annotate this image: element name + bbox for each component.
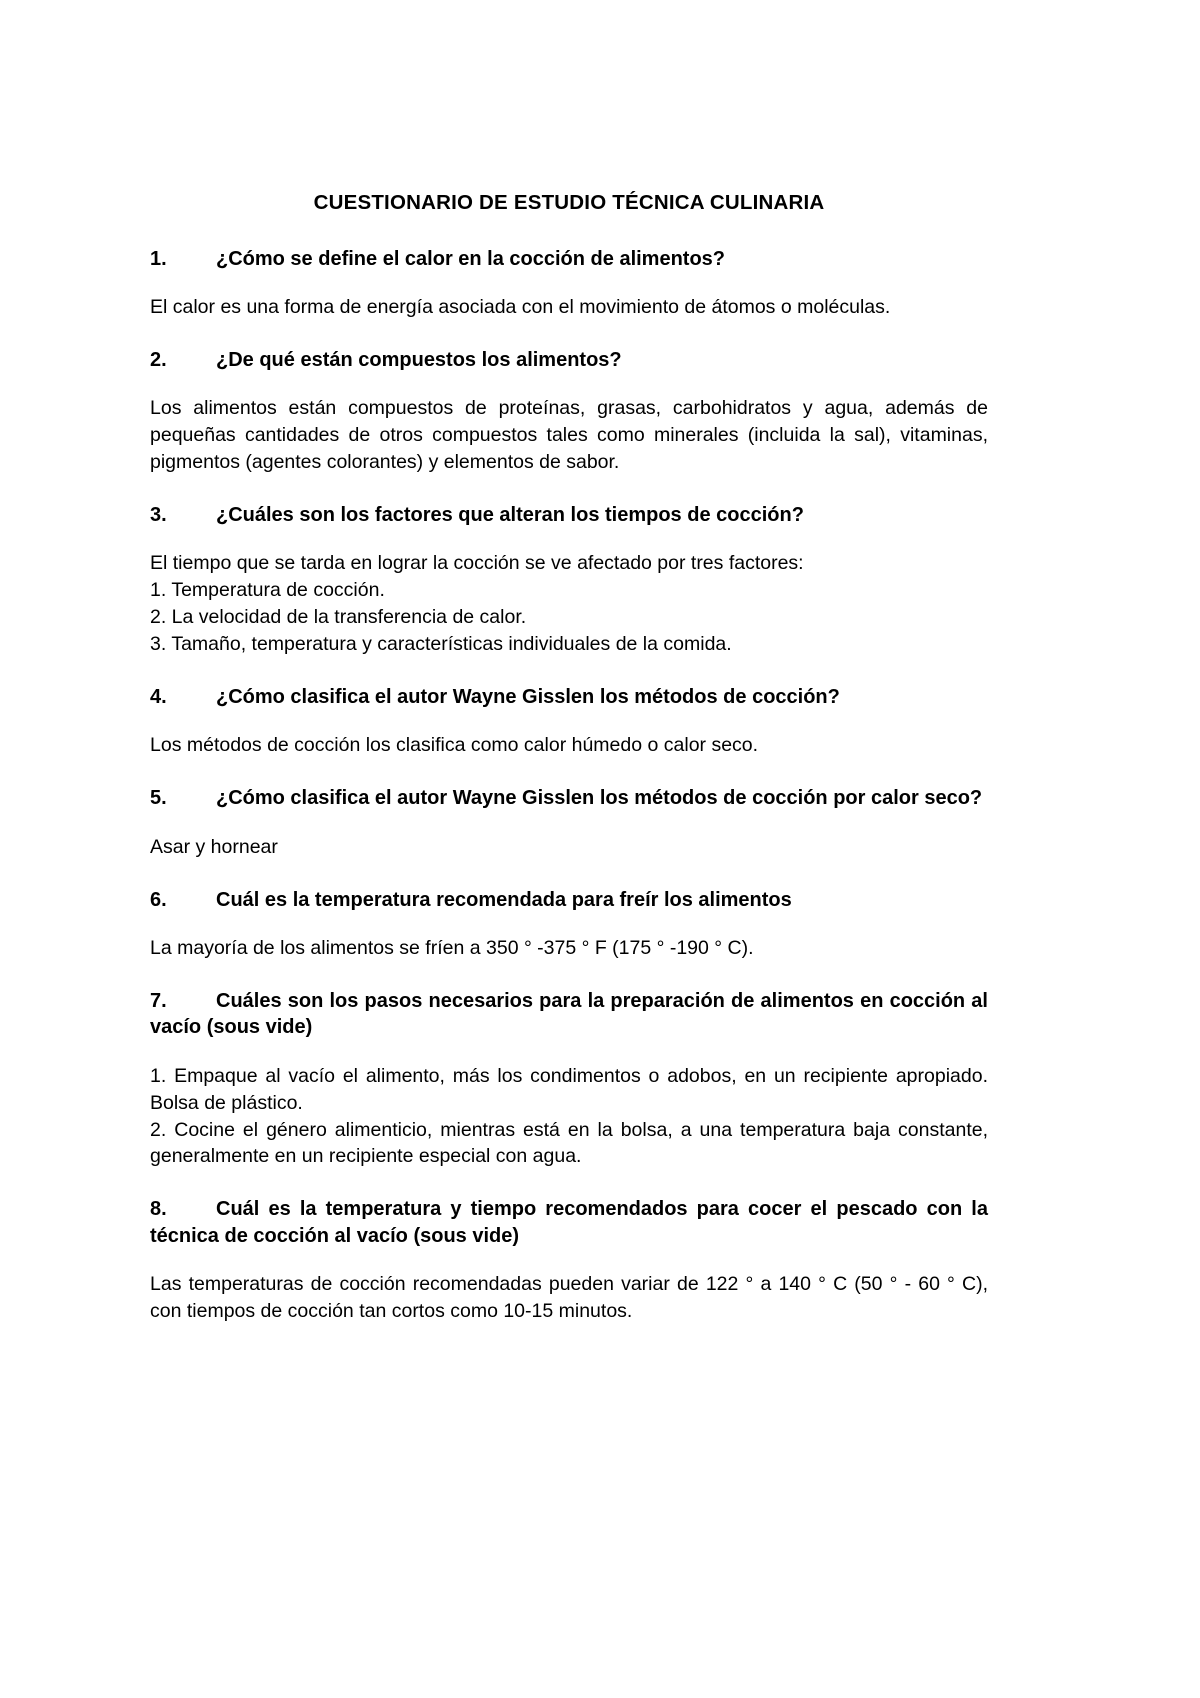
question-heading	[150, 887, 988, 913]
answer-line: El calor es una forma de energía asociada con el movimiento de átomos o moléculas.	[150, 296, 891, 319]
question-heading	[150, 1196, 988, 1249]
answer-line: Asar y hornear	[150, 835, 278, 858]
question-heading	[150, 347, 988, 373]
qa-block	[150, 887, 988, 962]
question-heading	[150, 246, 988, 272]
answer-text	[150, 294, 988, 321]
question-number: 5.	[150, 787, 167, 810]
question-heading	[150, 684, 988, 710]
answer-text	[150, 550, 988, 658]
answer-line: 1. Empaque al vacío el alimento, más los condimentos o adobos, en un recipiente apropiado. Bolsa de plástico.	[150, 1064, 988, 1114]
page-title: CUESTIONARIO DE ESTUDIO TÉCNICA CULINARIA	[313, 191, 825, 214]
answer-line: 2. Cocine el género alimenticio, mientras está en la bolsa, a una temperatura baja constante, generalmente en un recipiente especial con agua.	[150, 1118, 988, 1168]
question-text: ¿Cómo se define el calor en la cocción de alimentos?	[216, 247, 726, 270]
question-number: 1.	[150, 247, 167, 270]
qa-block	[150, 785, 988, 860]
question-number: 2.	[150, 348, 167, 371]
answer-line: La mayoría de los alimentos se fríen a 350 ° -375 ° F (175 ° -190 ° C).	[150, 937, 754, 960]
answer-line: Los métodos de cocción los clasifica como calor húmedo o calor seco.	[150, 734, 759, 757]
question-text: ¿Cuáles son los factores que alteran los tiempos de cocción?	[216, 504, 804, 527]
answer-line: 1. Temperatura de cocción.	[150, 579, 385, 602]
question-number: 3.	[150, 504, 167, 527]
answer-line: 2. La velocidad de la transferencia de calor.	[150, 606, 527, 629]
question-number: 6.	[150, 888, 167, 911]
document-body	[150, 190, 988, 1351]
question-text: ¿Cómo clasifica el autor Wayne Gisslen los métodos de cocción por calor seco?	[216, 787, 983, 810]
question-heading	[150, 785, 988, 811]
answer-line: Las temperaturas de cocción recomendadas pueden variar de 122 ° a 140 ° C (50 ° - 60 ° C), con tiempos de cocción tan cortos como 10-15 minutos.	[150, 1273, 988, 1323]
question-number: 4.	[150, 686, 167, 709]
answer-text	[150, 732, 988, 759]
question-number: 8.	[150, 1198, 167, 1221]
question-text: Cuáles son los pasos necesarios para la preparación de alimentos en cocción al vacío (sous vide)	[150, 989, 988, 1039]
qa-block	[150, 347, 988, 476]
qa-block	[150, 988, 988, 1170]
question-heading	[150, 502, 988, 528]
question-number: 7.	[150, 989, 167, 1012]
qa-block	[150, 502, 988, 658]
answer-line: Los alimentos están compuestos de proteínas, grasas, carbohidratos y agua, además de pequeñas cantidades de otros compuestos tales como minerales (incluida la sal), vitaminas, pigmentos (agentes colorantes) y elementos de sabor.	[150, 397, 988, 474]
answer-text	[150, 834, 988, 861]
answer-line: 3. Tamaño, temperatura y características individuales de la comida.	[150, 633, 732, 656]
question-text: ¿De qué están compuestos los alimentos?	[216, 348, 622, 371]
qa-block	[150, 1196, 988, 1325]
question-text: Cuál es la temperatura y tiempo recomendados para cocer el pescado con la técnica de cocción al vacío (sous vide)	[150, 1198, 988, 1247]
qa-block	[150, 684, 988, 759]
answer-text	[150, 395, 988, 476]
question-heading	[150, 988, 988, 1041]
answer-line: El tiempo que se tarda en lograr la cocción se ve afectado por tres factores:	[150, 552, 804, 575]
answer-text	[150, 935, 988, 962]
answer-text	[150, 1063, 988, 1171]
question-text: ¿Cómo clasifica el autor Wayne Gisslen los métodos de cocción?	[216, 686, 840, 709]
answer-text	[150, 1271, 988, 1325]
qa-block	[150, 246, 988, 321]
question-text: Cuál es la temperatura recomendada para freír los alimentos	[216, 888, 792, 911]
